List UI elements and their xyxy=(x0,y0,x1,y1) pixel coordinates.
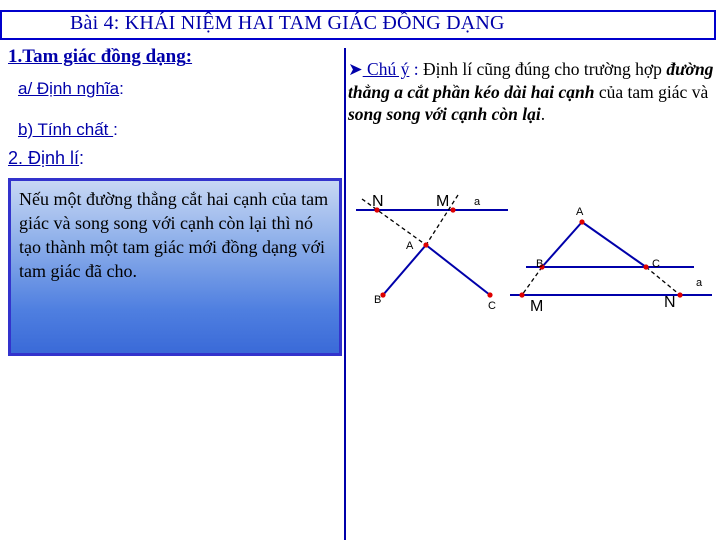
note-label: Chú ý xyxy=(362,59,410,79)
dashed-extension-bm xyxy=(522,267,542,295)
label-n-left: N xyxy=(372,193,384,210)
label-b-right: B xyxy=(536,258,544,270)
figure-left xyxy=(356,193,508,312)
label-a-line-left: a xyxy=(474,196,481,208)
section-1-colon: : xyxy=(185,46,193,67)
side-ab-right xyxy=(542,222,582,267)
figure-right xyxy=(510,206,712,315)
page-title: Bài 4: KHÁI NIỆM HAI TAM GIÁC ĐỒNG DẠNG xyxy=(70,12,505,34)
label-m-right: M xyxy=(530,298,544,315)
label-c-left: C xyxy=(488,300,496,312)
point-c-right xyxy=(643,264,648,269)
label-a-point-left: A xyxy=(406,240,414,252)
section-1-heading xyxy=(8,46,192,68)
column-divider xyxy=(344,48,346,540)
note-bold-2: song song với cạnh còn lại xyxy=(348,104,541,124)
triangle-figures xyxy=(350,185,720,325)
theorem-text: Nếu một đường thẳng cắt hai cạnh của tam giác và song song với cạnh còn lại thì nó tạo thành một tam giác mới đồng dạng với tam giác đã cho. xyxy=(19,189,329,281)
section-1-label: 1.Tam giác đồng dạng xyxy=(8,46,186,67)
label-a-line-right: a xyxy=(696,277,703,289)
point-n-right xyxy=(677,292,682,297)
theorem-box xyxy=(8,178,342,356)
point-m-left xyxy=(450,207,455,212)
point-a-right xyxy=(579,219,584,224)
section-1b-colon: : xyxy=(113,120,118,139)
section-2-heading xyxy=(8,148,84,169)
note-bold-1: đường thẳng a cắt phần kéo dài hai cạnh xyxy=(348,59,714,102)
label-c-right: C xyxy=(652,258,660,270)
point-m-right xyxy=(519,292,524,297)
point-a-left xyxy=(423,242,428,247)
section-2-colon: : xyxy=(79,148,85,168)
section-1a-label: a/ Định nghĩa xyxy=(18,79,120,98)
arrow-bullet-icon: ➤ xyxy=(348,60,363,80)
section-1a-colon: : xyxy=(119,79,124,98)
note-text-1: Định lí cũng đúng cho trường hợp xyxy=(422,59,667,79)
side-ac-left xyxy=(426,245,490,295)
note-colon: : xyxy=(409,59,423,79)
section-1b-label: b) Tính chất xyxy=(18,120,114,139)
side-ac-right xyxy=(582,222,646,267)
label-m-left: M xyxy=(436,193,450,210)
label-n-right: N xyxy=(664,294,676,311)
note-text-2: của tam giác và xyxy=(594,82,709,102)
point-c-left xyxy=(487,292,492,297)
dashed-extension-cn xyxy=(646,267,680,295)
section-1a-heading xyxy=(18,79,124,99)
section-2-label: 2. Định lí xyxy=(8,148,80,168)
section-1b-heading xyxy=(18,120,118,140)
label-b-left: B xyxy=(374,294,382,306)
label-a-right: A xyxy=(576,206,584,218)
side-ab-left xyxy=(383,245,426,295)
note-paragraph xyxy=(348,58,720,125)
note-end: . xyxy=(540,104,546,124)
